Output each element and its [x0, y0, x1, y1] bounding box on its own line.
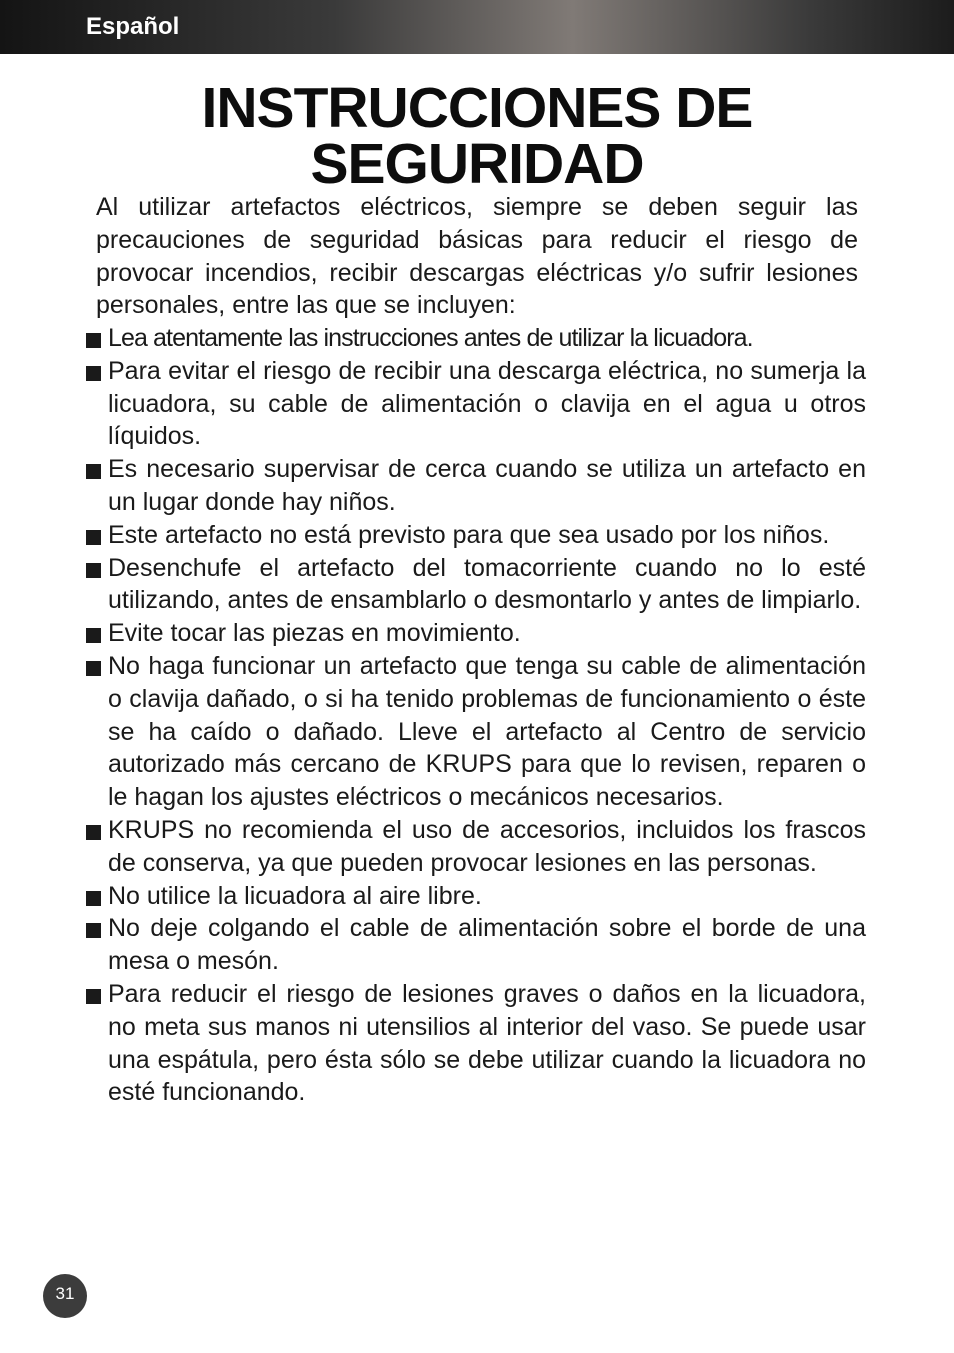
- list-item: [86, 617, 866, 650]
- square-bullet-icon: [86, 464, 101, 479]
- list-item-text: No utilice la licuadora al aire libre.: [108, 881, 482, 910]
- square-bullet-icon: [86, 825, 101, 840]
- list-item: [86, 880, 866, 913]
- list-item-text: Este artefacto no está previsto para que sea usado por los niños.: [108, 520, 830, 549]
- page-number: 31: [55, 1284, 75, 1303]
- list-item-text: KRUPS no recomienda el uso de accesorios, incluidos los frascos de conserva, ya que pueden provocar lesiones en las personas.: [108, 815, 866, 877]
- header-bar: [0, 0, 954, 54]
- title-line-2: SEGURIDAD: [310, 132, 644, 196]
- list-item-text: No haga funcionar un artefacto que tenga su cable de alimentación o clavija dañado, o si ha tenido problemas de funcionamiento o éste se ha caído o dañado. Lleve el artefacto al Centro de servicio autorizado más cercano de KRUPS para que lo revisen, reparen o le hagan los ajustes eléctricos o mecánicos necesarios.: [108, 651, 866, 812]
- list-item-text: Evite tocar las piezas en movimiento.: [108, 619, 521, 648]
- square-bullet-icon: [86, 661, 101, 676]
- list-item: [86, 552, 866, 618]
- square-bullet-icon: [86, 891, 101, 906]
- square-bullet-icon: [86, 989, 101, 1004]
- list-item: [86, 453, 866, 519]
- page-title: [0, 76, 954, 196]
- list-item-text: Desenchufe el artefacto del tomacorriente cuando no lo esté utilizando, antes de ensamblarlo o desmontarlo y antes de limpiarlo.: [108, 553, 866, 615]
- list-item: [86, 519, 866, 552]
- list-item-text: Para evitar el riesgo de recibir una descarga eléctrica, no sumerja la licuadora, su cable de alimentación o clavija en el agua u otros líquidos.: [108, 356, 866, 451]
- intro-paragraph: Al utilizar artefactos eléctricos, siempre se deben seguir las precauciones de seguridad básicas para reducir el riesgo de provocar incendios, recibir descargas eléctricas y/o sufrir lesiones personales, entre las que se incluyen:: [96, 193, 858, 320]
- language-label: Español: [86, 13, 180, 40]
- square-bullet-icon: [86, 366, 101, 381]
- list-item-text: Lea atentamente las instrucciones antes de utilizar la licuadora.: [108, 324, 753, 352]
- list-item: [86, 814, 866, 880]
- list-item: [86, 322, 866, 355]
- list-item: [86, 978, 866, 1109]
- list-item-text: No deje colgando el cable de alimentación sobre el borde de una mesa o mesón.: [108, 914, 866, 976]
- title-line-1: INSTRUCCIONES DE: [201, 76, 753, 140]
- list-item: [86, 650, 866, 814]
- safety-list: [86, 322, 866, 1109]
- page-number-badge: [43, 1274, 87, 1318]
- square-bullet-icon: [86, 333, 101, 348]
- list-item: [86, 355, 866, 453]
- square-bullet-icon: [86, 923, 101, 938]
- list-item-text: Es necesario supervisar de cerca cuando se utiliza un artefacto en un lugar donde hay niños.: [108, 455, 866, 516]
- square-bullet-icon: [86, 628, 101, 643]
- square-bullet-icon: [86, 530, 101, 545]
- list-item-text: Para reducir el riesgo de lesiones graves o daños en la licuadora, no meta sus manos ni utensilios al interior del vaso. Se puede usar una espátula, pero ésta sólo se debe utilizar cuando la licuadora no esté funcionando.: [108, 979, 866, 1107]
- list-item: [86, 912, 866, 978]
- square-bullet-icon: [86, 563, 101, 578]
